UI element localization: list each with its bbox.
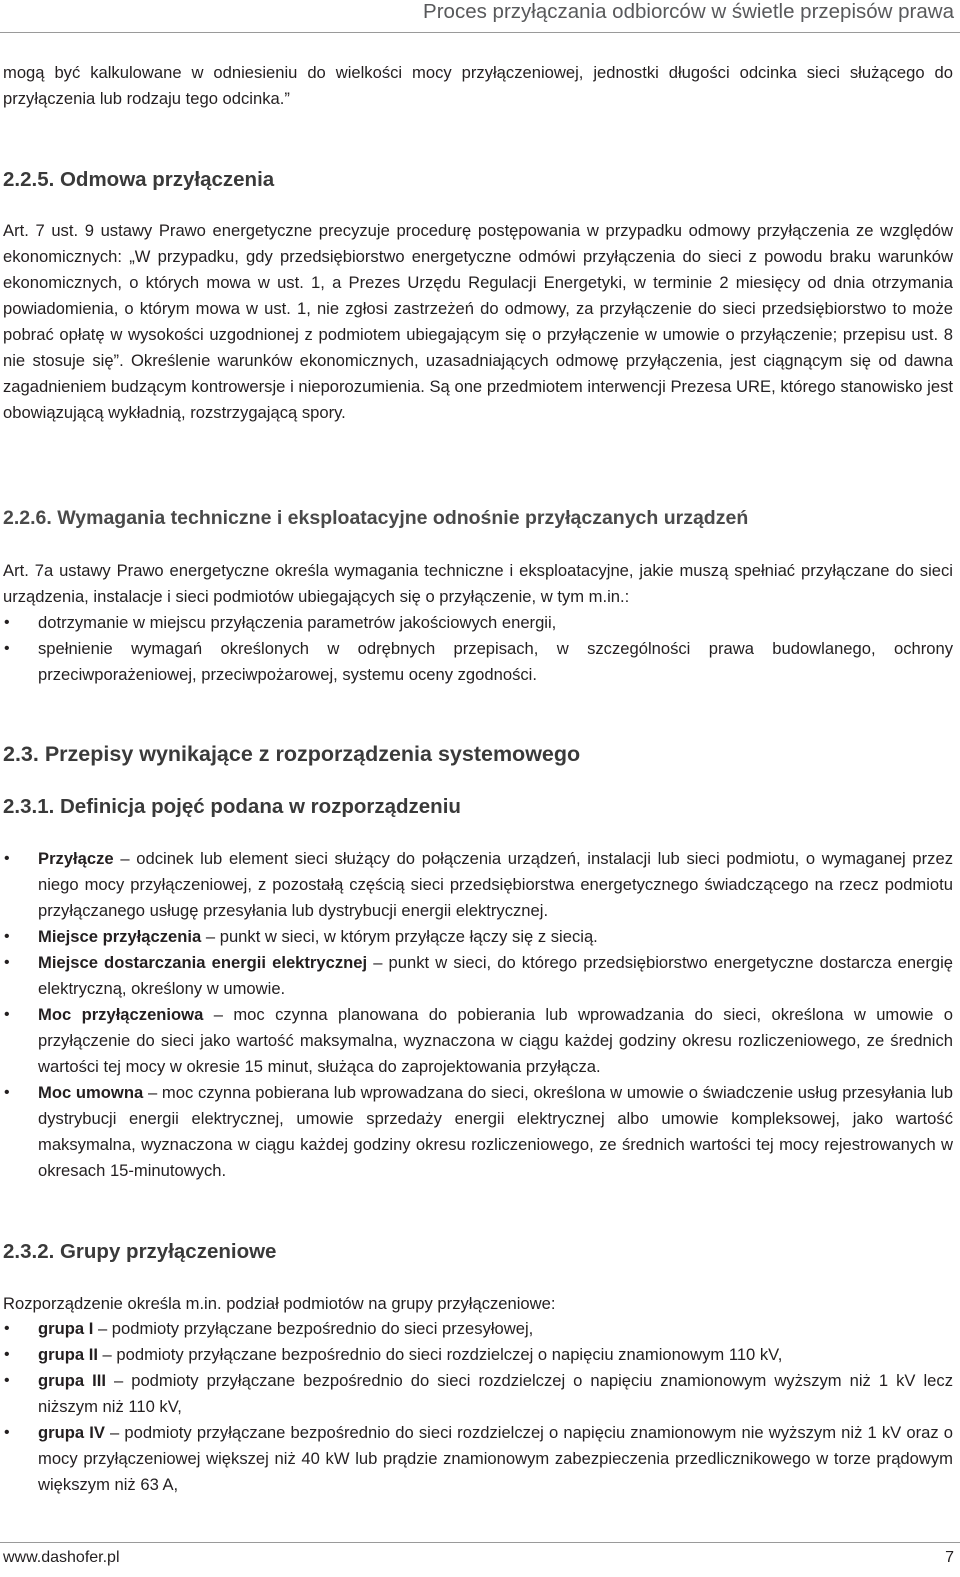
groups-list xyxy=(3,1316,953,1498)
list-item: • Moc przyłączeniowa – moc czynna planowana do pobierania lub wprowadzania do sieci, określona w umowie o przyłączenie do sieci jako wartość maksymalna, wyznaczona w ciągu każdej godziny okresu rozliczeniowego, ze średnich wartości tej mocy w okresie 15 minut, służąca do zaprojektowania przyłącza. xyxy=(3,1002,953,1080)
list-item: • spełnienie wymagań określonych w odrębnych przepisach, w szczególności prawa budowlanego, ochrony przeciwporażeniowej, przeciwpożarowej, systemu oceny zgodności. xyxy=(3,636,953,688)
group-term: grupa II xyxy=(38,1345,98,1364)
section-heading-2-3-1: 2.3.1. Definicja pojęć podana w rozporządzeniu xyxy=(3,795,461,818)
intro-paragraph: mogą być kalkulowane w odniesieniu do wielkości mocy przyłączeniowej, jednostki długości odcinka sieci służącego do przyłączenia lub rodzaju tego odcinka.” xyxy=(3,63,953,108)
group-term: grupa IV xyxy=(38,1423,105,1442)
section-2-3-2-intro: Rozporządzenie określa m.in. podział podmiotów na grupy przyłączeniowe: xyxy=(3,1294,556,1313)
section-heading-2-2-6: 2.2.6. Wymagania techniczne i eksploatacyjne odnośnie przyłączanych urządzeń xyxy=(3,507,749,529)
header-rule xyxy=(0,32,960,33)
list-item: • dotrzymanie w miejscu przyłączenia parametrów jakościowych energii, xyxy=(3,610,953,636)
group-term: grupa I xyxy=(38,1319,94,1338)
bullet-icon: • xyxy=(4,640,10,657)
bullet-icon: • xyxy=(4,1084,10,1101)
bullet-icon: • xyxy=(4,614,10,631)
bullet-icon: • xyxy=(4,850,10,867)
section-2-2-6-body: Art. 7a ustawy Prawo energetyczne określa wymagania techniczne i eksploatacyjne, jakie muszą spełniać przyłączane do sieci urządzenia, instalacje i sieci podmiotów ubiegających się o przyłączenie, w tym m.in.: xyxy=(3,561,953,606)
section-2-2-5-text: 9 ustawy Prawo energetyczne precyzuje procedurę postępowania w przypadku odmowy przyłączenia ze względów ekonomicznych: „W przypadku, gdy przedsiębiorstwo energetyczne odmówi przyłączenia do sieci z powodu braku warunków ekonomicznych, o których mowa w ust. 1, a Prezes Urzędu Regulacji Energetyki, w terminie 2 miesięcy od dnia otrzymania powiadomienia, o którym mowa w ust. 1, nie zgłosi zastrzeżeń do odmowy, za przyłączenie do sieci przedsiębiorstwo to może pobrać opłatę w wysokości uzgodnionej z podmiotem ubiegającym się o przyłączenie w umowie o przyłączenie; przepisu ust. 8 nie stosuje się”. Określenie warunków ekonomicznych, uzasadniających odmowę przyłączenia, jest ciągnącym się od dawna zagadnieniem budzącym kontrowersje i nieporozumienia. Są one przedmiotem interwencji Prezesa URE, którego stanowisko jest obowiązującą wykładnią, rozstrzygającą spory. xyxy=(3,221,953,422)
footer-rule xyxy=(0,1542,960,1543)
definition-term: Miejsce dostarczania energii elektrycznej xyxy=(38,953,368,972)
bullet-icon: • xyxy=(4,1372,10,1389)
definition-term: Moc umowna xyxy=(38,1083,144,1102)
section-heading-2-2-5: 2.2.5. Odmowa przyłączenia xyxy=(3,168,275,191)
definition-term: Miejsce przyłączenia xyxy=(38,927,202,946)
running-header: Proces przyłączania odbiorców w świetle przepisów prawa xyxy=(423,0,954,23)
list-item: • grupa III – podmioty przyłączane bezpośrednio do sieci rozdzielczej o napięciu znamionowym wyższym niż 1 kV lecz niższym niż 110 kV, xyxy=(3,1368,953,1420)
list-item: • Przyłącze – odcinek lub element sieci służący do połączenia urządzeń, instalacji lub sieci podmiotu, o wymaganej przez niego mocy przyłączeniowej, z pozostałą częścią sieci przedsiębiorstwa energetycznego świadczącego na rzecz podmiotu przyłączanego usługę przesyłania lub dystrybucji energii elektrycznej. xyxy=(3,846,953,924)
list-item: • grupa IV – podmioty przyłączane bezpośrednio do sieci rozdzielczej o napięciu znamionowym nie wyższym niż 1 kV oraz o mocy przyłączeniowej większej niż 40 kW lub prądzie znamionowym zabezpieczenia przedlicznikowego w torze prądowym większym niż 63 A, xyxy=(3,1420,953,1498)
list-item: • grupa II – podmioty przyłączane bezpośrednio do sieci rozdzielczej o napięciu znamionowym 110 kV, xyxy=(3,1342,953,1368)
list-item: • Moc umowna – moc czynna pobierana lub wprowadzana do sieci, określona w umowie o świadczenie usług przesyłania lub dystrybucji energii elektrycznej, umowie sprzedaży energii elektrycznej albo umowie kompleksowej, jako wartość maksymalna, wyznaczona w ciągu każdej godziny okresu rozliczeniowego, ze średnich wartości tej mocy rejestrowanych w okresach 15-minutowych. xyxy=(3,1080,953,1184)
requirements-list xyxy=(3,610,953,688)
definition-term: Moc przyłączeniowa xyxy=(38,1005,204,1024)
list-item: • grupa I – podmioty przyłączane bezpośrednio do sieci przesyłowej, xyxy=(3,1316,953,1342)
bullet-icon: • xyxy=(4,1006,10,1023)
bullet-icon: • xyxy=(4,954,10,971)
page-number: 7 xyxy=(945,1549,954,1566)
bullet-icon: • xyxy=(4,1320,10,1337)
definition-term: Przyłącze xyxy=(38,849,114,868)
group-term: grupa III xyxy=(38,1371,106,1390)
list-item: • Miejsce przyłączenia – punkt w sieci, w którym przyłącze łączy się z siecią. xyxy=(3,924,953,950)
bullet-icon: • xyxy=(4,1424,10,1441)
footer-website: www.dashofer.pl xyxy=(3,1549,120,1566)
section-heading-2-3: 2.3. Przepisy wynikające z rozporządzenia systemowego xyxy=(3,742,581,766)
art-reference: Art. 7 ust. xyxy=(3,221,79,240)
bullet-icon: • xyxy=(4,928,10,945)
list-item: • Miejsce dostarczania energii elektrycznej – punkt w sieci, do którego przedsiębiorstwo energetyczne dostarcza energię elektryczną, określony w umowie. xyxy=(3,950,953,1002)
section-heading-2-3-2: 2.3.2. Grupy przyłączeniowe xyxy=(3,1240,277,1263)
definitions-list xyxy=(3,846,953,1184)
section-2-2-5-body xyxy=(3,218,953,426)
bullet-icon: • xyxy=(4,1346,10,1363)
